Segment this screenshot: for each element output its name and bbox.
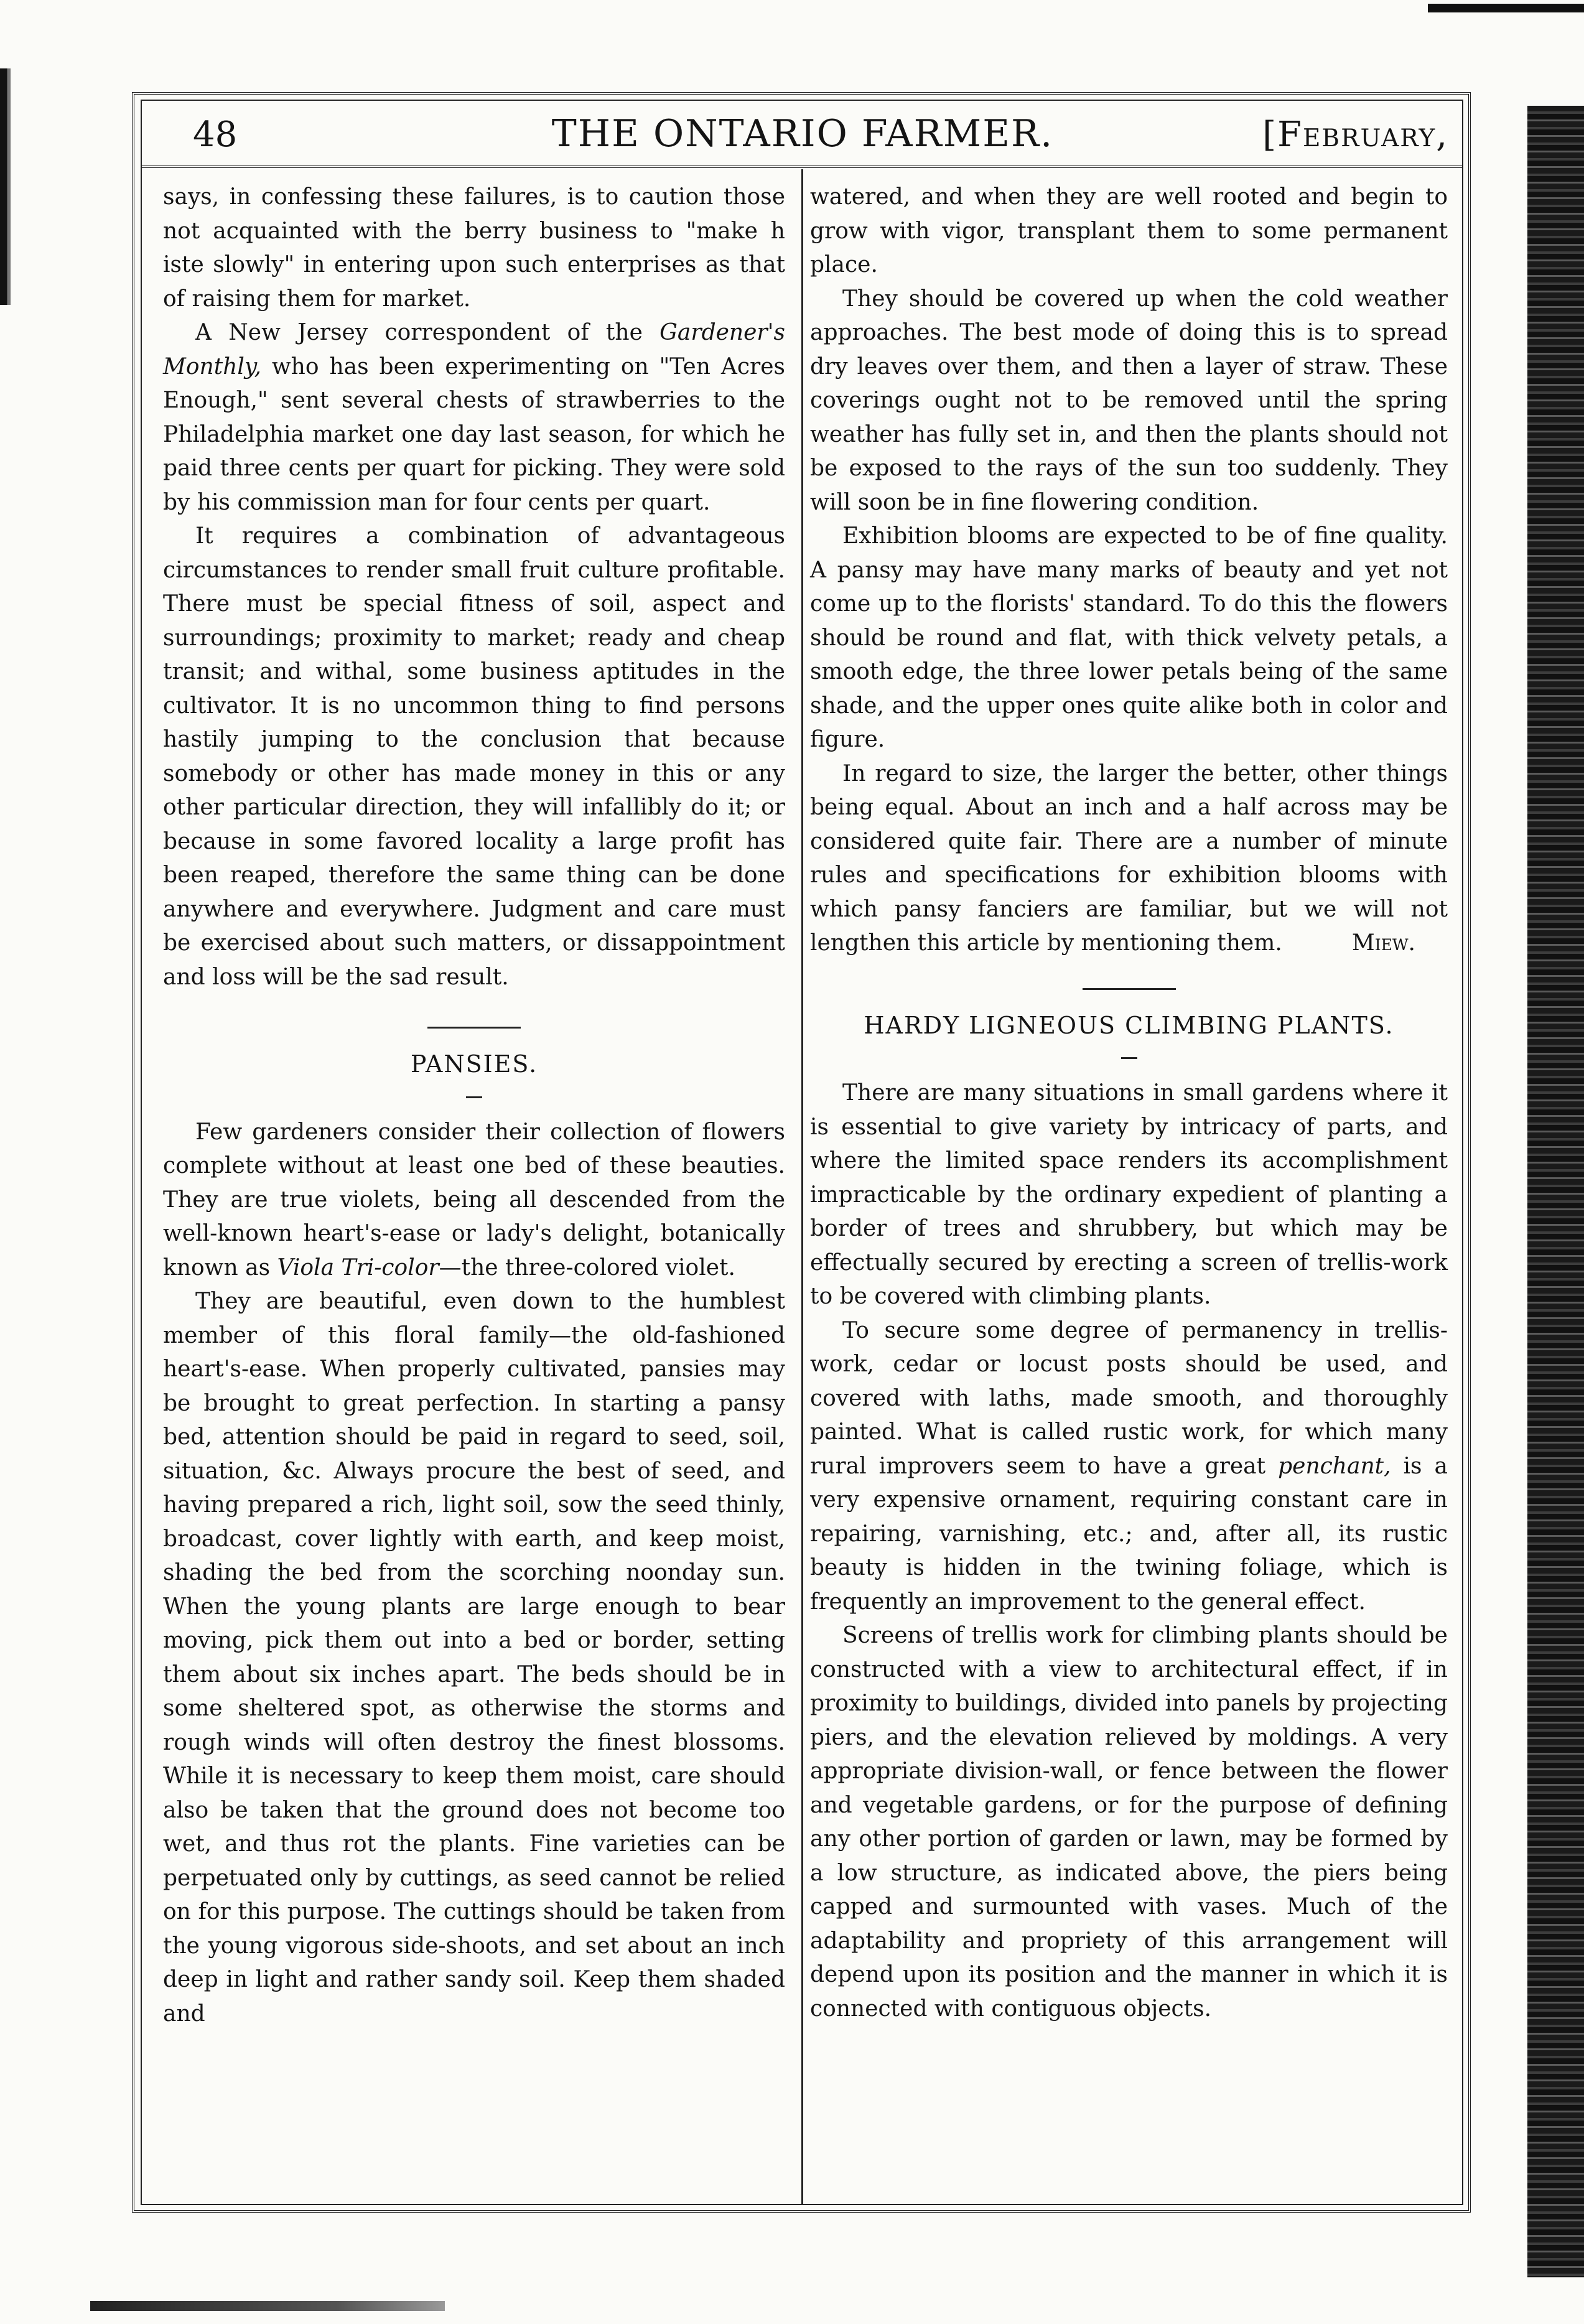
section-divider xyxy=(427,1027,521,1029)
header-rule xyxy=(141,166,1463,168)
paragraph: A New Jersey correspondent of the Gardener's Monthly, who has been experimenting on "Ten Acres Enough," sent several chests of strawberries to the Philadelphia market one day last season, for which he paid three cents per quart for picking. They were sold by his commission man for four cents per quart. xyxy=(163,320,785,515)
heading-dash xyxy=(1121,1057,1137,1059)
section-heading-pansies: PANSIES. xyxy=(410,1050,538,1078)
scan-edge-top xyxy=(1428,4,1584,12)
paragraph: Exhibition blooms are expected to be of fine quality. A pansy may have many marks of beauty and yet not come up to the florists' standard. To do this the flowers should be round and flat, with thick velvety petals, a smooth edge, the three lower petals being of the same shade, and the upper ones quite alike both in color and figure. xyxy=(810,523,1448,752)
section-heading-climbing-plants: HARDY LIGNEOUS CLIMBING PLANTS. xyxy=(864,1011,1394,1039)
scan-edge-right xyxy=(1527,106,1584,2277)
botanical-name: Viola Tri-color xyxy=(277,1254,439,1281)
paragraph: They should be covered up when the cold weather approaches. The best mode of doing this is to spread dry leaves over them, and then a layer of straw. These coverings ought not to be removed until the spring weather has fully set in, and then the plants should not be exposed to the rays of the sun too suddenly. They will soon be in fine flowering condition. xyxy=(810,286,1448,515)
page-number: 48 xyxy=(193,114,238,155)
left-column xyxy=(163,180,785,2031)
section-divider xyxy=(1083,988,1176,990)
paragraph: There are many situations in small gardens where it is essential to give variety by intricacy of parts, and where the limited space renders its accomplishment impracticable by the ordinary expedient of planting a border of trees and shrubbery, but which may be effectually secured by erecting a screen of trellis-work to be covered with climbing plants. xyxy=(810,1080,1448,1309)
issue-month: [February, xyxy=(1262,114,1448,155)
heading-dash xyxy=(466,1096,482,1098)
running-header xyxy=(149,106,1456,162)
paragraph: They are beautiful, even down to the humblest member of this floral family—the old-fashioned heart's-ease. When properly cultivated, pansies may be brought to great perfection. In starting a pansy bed, attention should be paid in regard to seed, soil, situation, &c. Always procure the best of seed, and having prepared a rich, light soil, sow the seed thinly, broadcast, cover lightly with earth, and keep moist, shading the bed from the scorching noonday sun. When the young plants are large enough to bear moving, pick them out into a bed or border, setting them about six inches apart. The beds should be in some sheltered spot, as otherwise the storms and rough winds will often destroy the finest blossoms. While it is necessary to keep them moist, care should also be taken that the ground does not become too wet, and thus rot the plants. Fine varieties can be perpetuated only by cuttings, as seed cannot be relied on for this purpose. The cuttings should be taken from the young vigorous side-shoots, and set about an inch deep in light and rather sandy soil. Keep them shaded and xyxy=(163,1289,785,2027)
paragraph: says, in confessing these failures, is to caution those not acquainted with the berry business to "make h iste slowly" in entering upon such enterprises as that of raising them for market. xyxy=(163,184,785,312)
author-signature: Miew. xyxy=(1351,930,1415,956)
column-divider xyxy=(801,169,803,2205)
paragraph: To secure some degree of permanency in trellis-work, cedar or locust posts should be used, and covered with laths, made smooth, and thoroughly painted. What is called rustic work, for which many rural improvers seem to have a great penchant, is a very expensive ornament, requiring constant care in repairing, varnishing, etc.; and, after all, its rustic beauty is hidden in the twining foliage, which is frequently an improvement to the general effect. xyxy=(810,1317,1448,1615)
publication-title: THE ONTARIO FARMER. xyxy=(551,112,1054,156)
scan-edge-bottom xyxy=(90,2301,445,2311)
scan-edge-left xyxy=(0,68,24,305)
paragraph: It requires a combination of advantageous circumstances to render small fruit culture profitable. There must be special fitness of soil, aspect and surroundings; proximity to market; ready and cheap transit; and withal, some business aptitudes in the cultivator. It is no uncommon thing to find persons hastily jumping to the conclusion that because somebody or other has made money in this or any other particular direction, they will infallibly do it; or because in some favored locality a large profit has been reaped, therefore the same thing can be done anywhere and everywhere. Judgment and care must be exercised about such matters, or dissappointment and loss will be the sad result. xyxy=(163,523,785,990)
right-column xyxy=(810,180,1448,2026)
paragraph: Screens of trellis work for climbing plants should be constructed with a view to architectural effect, if in proximity to buildings, divided into panels by projecting piers, and the elevation relieved by moldings. A very appropriate division-wall, or fence between the flower and vegetable gardens, or for the purpose of defining any other portion of garden or lawn, may be formed by a low structure, as indicated above, the piers being capped and surmounted with vases. Much of the adaptability and propriety of this arrangement will depend upon its position and the manner in which it is connected with contiguous objects. xyxy=(810,1623,1448,2022)
paragraph: Few gardeners consider their collection of flowers complete without at least one bed of these beauties. They are true violets, being all descended from the well-known heart's-ease or lady's delight, botanically known as Viola Tri-color—the three-colored violet. xyxy=(163,1119,785,1281)
foreign-term: penchant, xyxy=(1278,1453,1391,1479)
paragraph: watered, and when they are well rooted and begin to grow with vigor, transplant them to some permanent place. xyxy=(810,184,1448,278)
periodical-name: Gardener's Monthly, xyxy=(163,320,785,380)
paragraph: In regard to size, the larger the better, other things being equal. About an inch and a half across may be considered quite fair. There are a number of minute rules and specifications for exhibition blooms with which pansy fanciers are familiar, but we will not lengthen this article by mentioning them. Miew. xyxy=(810,757,1448,961)
